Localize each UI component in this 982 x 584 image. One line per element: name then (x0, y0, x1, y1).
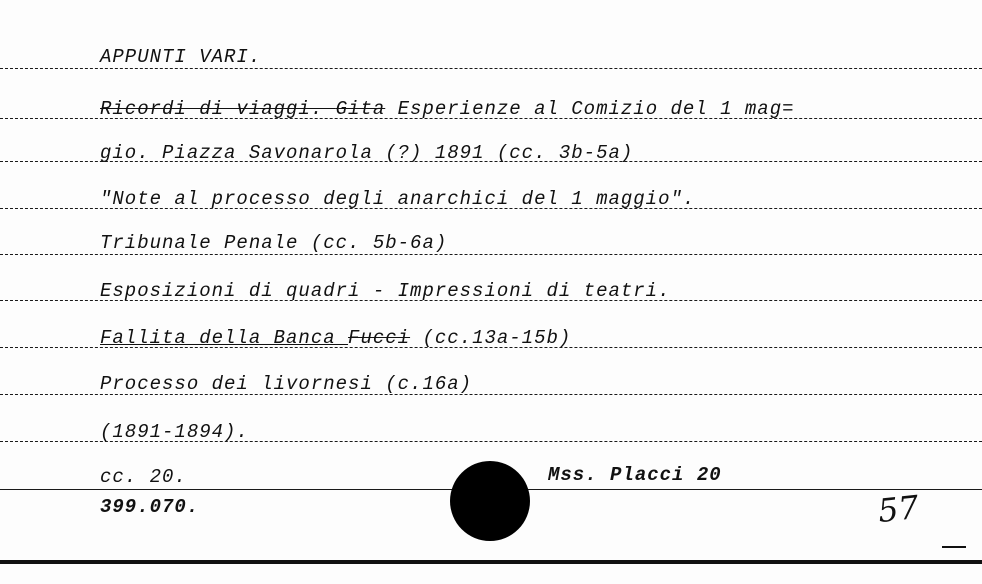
card-line-6 (100, 327, 571, 349)
card-line-9: cc. 20. (100, 466, 187, 488)
card-line-8: (1891-1894). (100, 421, 249, 443)
card-line-3: "Note al processo degli anarchici del 1 maggio". (100, 188, 696, 210)
ruled-line (0, 68, 982, 69)
card-bottom-edge (0, 560, 982, 564)
card-line-10: 399.070. (100, 496, 200, 518)
card-line-2: gio. Piazza Savonarola (?) 1891 (cc. 3b-5a) (100, 142, 634, 164)
punch-hole (450, 461, 530, 541)
pen-mark (942, 546, 966, 548)
card-line-4: Tribunale Penale (cc. 5b-6a) (100, 232, 448, 254)
line-1-part-c: Esperienze al Comizio del 1 mag= (385, 98, 795, 120)
line-1-struck-word: Gita (335, 98, 386, 120)
line-1-part-a: Ricordi di viaggi. (100, 98, 336, 120)
card-line-1 (100, 98, 795, 120)
line-6-part-c: (cc.13a-15b) (410, 327, 572, 349)
ruled-line (0, 254, 982, 255)
handwritten-number: 57 (876, 487, 921, 531)
card-line-7: Processo dei livornesi (c.16a) (100, 373, 473, 395)
shelfmark: Mss. Placci 20 (548, 464, 722, 486)
line-6-struck-word: Fucci (348, 327, 411, 349)
card-title: APPUNTI VARI. (100, 46, 262, 68)
card-line-5: Esposizioni di quadri - Impressioni di teatri. (100, 280, 671, 302)
line-6-part-a: Fallita della Banca (100, 327, 349, 349)
